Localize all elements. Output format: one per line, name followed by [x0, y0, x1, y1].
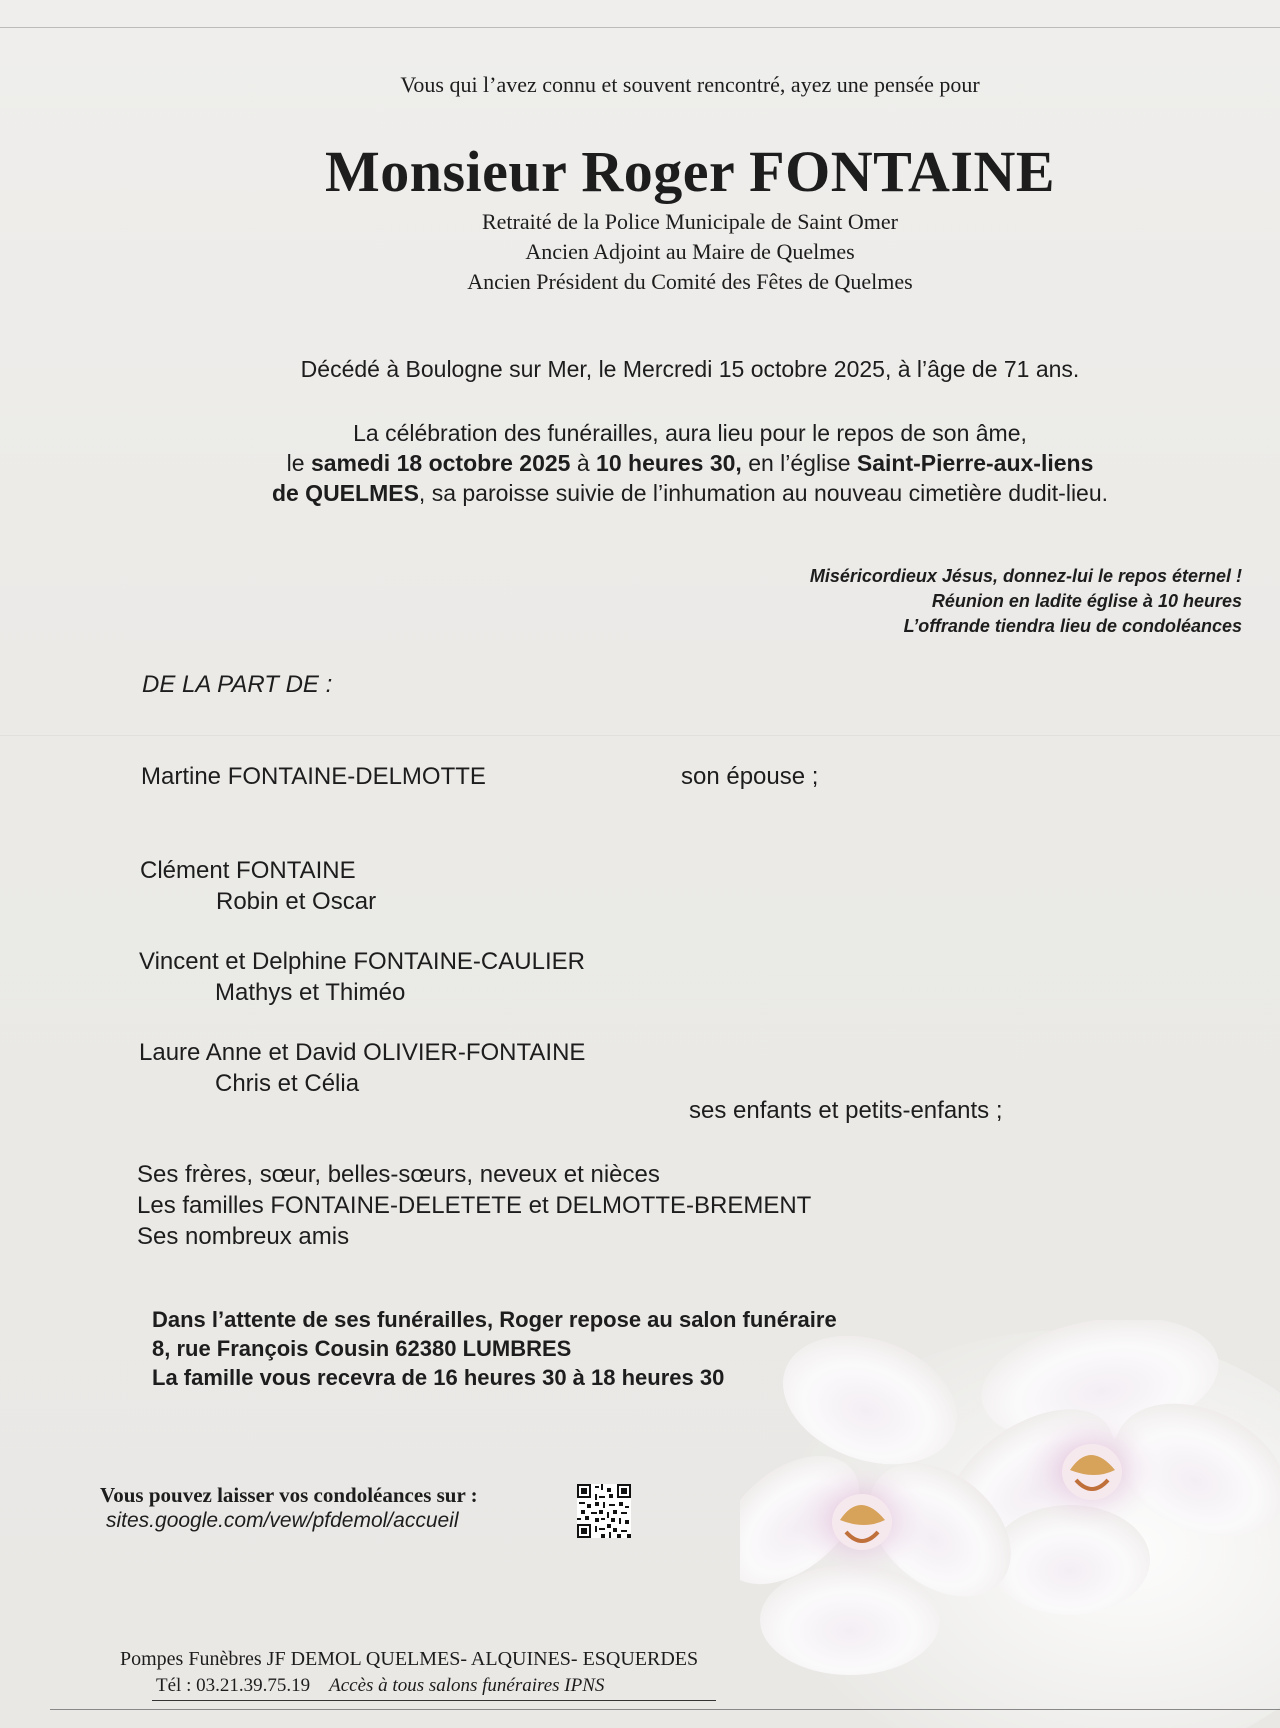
- church-name: Saint-Pierre-aux-liens: [856, 450, 1094, 476]
- child-group: [139, 1037, 585, 1099]
- family-header: DE LA PART DE :: [142, 671, 333, 698]
- salon-info: [152, 1305, 837, 1392]
- text: , sa paroisse suivie de l’inhumation au nouveau cimetière dudit-lieu.: [418, 480, 1109, 506]
- child-name: Laure Anne et David OLIVIER-FONTAINE: [139, 1039, 586, 1066]
- deceased-titles: [0, 207, 1280, 297]
- salon-line: La famille vous recevra de 16 heures 30 à 18 heures 30: [152, 1365, 725, 1390]
- deceased-name: Monsieur Roger FONTAINE: [324, 139, 1056, 204]
- prayer-line: L’offrande tiendra lieu de condoléances: [903, 616, 1242, 636]
- ceremony-line: La célébration des funérailles, aura lieu pour le repos de son âme,: [353, 420, 1027, 446]
- access-note: Accès à tous salons funéraires IPNS: [329, 1675, 605, 1696]
- phone-number: Tél : 03.21.39.75.19: [156, 1675, 311, 1696]
- family-line: Ses nombreux amis: [137, 1223, 350, 1250]
- child-group: [139, 946, 585, 1008]
- ceremony-time: 10 heures 30,: [596, 450, 742, 476]
- prayer-block: [810, 564, 1242, 639]
- ceremony-line: [0, 478, 1280, 508]
- paper-fold: [0, 735, 1280, 736]
- grandchildren: Mathys et Thiméo: [215, 979, 406, 1006]
- child-group: [140, 855, 376, 917]
- salon-line: 8, rue François Cousin 62380 LUMBRES: [152, 1336, 572, 1361]
- footer-underline: [152, 1700, 716, 1701]
- church-place: de QUELMES: [271, 480, 419, 506]
- family-line: Les familles FONTAINE-DELETETE et DELMOTTE-BREMENT: [137, 1192, 812, 1219]
- prayer-line: Réunion en ladite église à 10 heures: [931, 591, 1242, 611]
- title-line: Retraité de la Police Municipale de Saint Omer: [481, 209, 899, 234]
- spouse-name: Martine FONTAINE-DELMOTTE: [141, 763, 486, 790]
- ceremony-notice: [0, 418, 1280, 508]
- top-divider: [0, 27, 1280, 28]
- title-line: Ancien Président du Comité des Fêtes de Quelmes: [467, 269, 913, 294]
- spouse-relation: son épouse ;: [681, 763, 819, 790]
- condolences-label: Vous pouvez laisser vos condoléances sur :: [100, 1483, 478, 1507]
- text: le: [286, 450, 311, 476]
- death-notice: Décédé à Boulogne sur Mer, le Mercredi 15 octobre 2025, à l’âge de 71 ans.: [300, 356, 1080, 382]
- child-name: Vincent et Delphine FONTAINE-CAULIER: [139, 948, 585, 975]
- bottom-divider: [50, 1709, 1280, 1710]
- prayer-line: Miséricordieux Jésus, donnez-lui le repos éternel !: [809, 566, 1242, 586]
- title-line: Ancien Adjoint au Maire de Quelmes: [525, 239, 855, 264]
- family-line: Ses frères, sœur, belles-sœurs, neveux et nièces: [137, 1161, 660, 1188]
- other-family: [137, 1159, 811, 1252]
- grandchildren: Robin et Oscar: [216, 888, 377, 915]
- grandchildren: Chris et Célia: [215, 1070, 360, 1097]
- ceremony-date: samedi 18 octobre 2025: [310, 450, 571, 476]
- child-name: Clément FONTAINE: [140, 857, 356, 884]
- salon-line: Dans l’attente de ses funérailles, Roger repose au salon funéraire: [152, 1307, 837, 1332]
- orchid-flowers-image: [740, 1320, 1280, 1728]
- funeral-home-contact: [156, 1675, 604, 1697]
- intro-text: Vous qui l’avez connu et souvent rencontré, ayez une pensée pour: [400, 72, 980, 97]
- children-relation: ses enfants et petits-enfants ;: [689, 1097, 1003, 1124]
- text: en l’église: [741, 450, 857, 476]
- funeral-home-name: Pompes Funèbres JF DEMOL QUELMES- ALQUINES- ESQUERDES: [120, 1648, 699, 1670]
- text: à: [570, 450, 597, 476]
- condolences-link[interactable]: sites.google.com/vew/pfdemol/accueil: [106, 1509, 459, 1532]
- ceremony-line: [0, 448, 1280, 478]
- qr-code-icon[interactable]: [577, 1484, 631, 1538]
